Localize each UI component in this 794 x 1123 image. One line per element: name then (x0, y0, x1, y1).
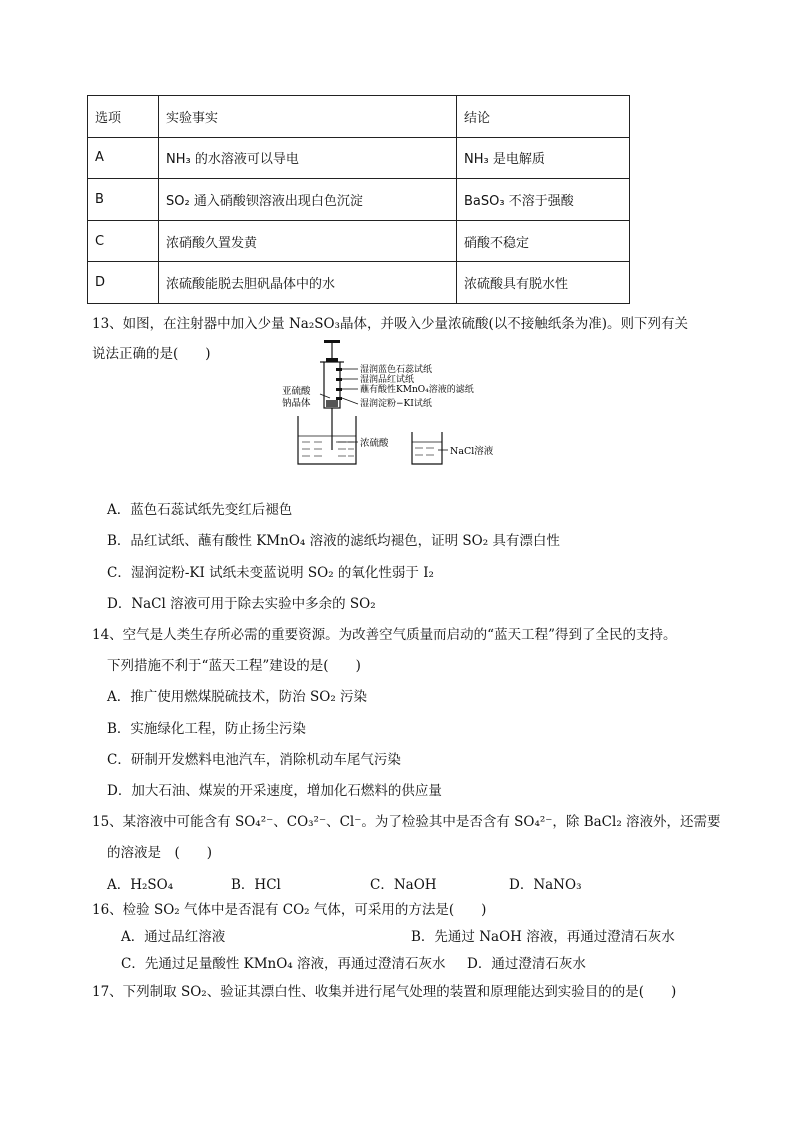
q17-stem: 17、下列制取 SO₂、验证其漂白性、收集并进行尾气处理的装置和原理能达到实验目的的是( ) (92, 984, 677, 1000)
experiment-table (87, 95, 630, 304)
header-fact: 实验事实 (159, 96, 457, 138)
q16-option-b: B．先通过 NaOH 溶液，再通过澄清石灰水 (411, 929, 675, 945)
q13-option-a: A．蓝色石蕊试纸先变红后褪色 (107, 502, 293, 518)
q14-option-a: A．推广使用燃煤脱硫技术，防治 SO₂ 污染 (107, 689, 368, 705)
q16-option-c: C．先通过足量酸性 KMnO₄ 溶液，再通过澄清石灰水 (121, 956, 446, 972)
q15-option-c: C．NaOH (370, 877, 437, 893)
q15-stem-1: 15、某溶液中可能含有 SO₄²⁻、CO₃²⁻、Cl⁻。为了检验其中是否含有 SO₄²⁻，除 BaCl₂ 溶液外，还需要 (92, 814, 721, 830)
row-option: A (88, 137, 159, 179)
q13-option-d: D．NaCl 溶液可用于除去实验中多余的 SO₂ (107, 596, 376, 612)
fig-label-paper-2: 湿润品红试纸 (360, 375, 415, 385)
row-fact: 浓硝酸久置发黄 (159, 220, 457, 262)
row-fact: NH₃ 的水溶液可以导电 (159, 137, 457, 179)
q14-option-c: C．研制开发燃料电池汽车，消除机动车尾气污染 (107, 752, 401, 768)
fig-label-crystal-1: 亚硫酸 (282, 386, 311, 397)
row-option: C (88, 220, 159, 262)
q14-option-d: D．加大石油、煤炭的开采速度，增加化石燃料的供应量 (107, 783, 442, 799)
q16-option-a: A．通过品红溶液 (121, 929, 226, 945)
fig-label-acid: 浓硫酸 (360, 438, 389, 449)
fig-label-paper-4: 湿润淀粉−KI试纸 (360, 399, 432, 409)
row-conclusion: 硝酸不稳定 (457, 220, 630, 262)
q13-stem-2: 说法正确的是( ) (92, 346, 211, 362)
fig-label-crystal-2: 钠晶体 (282, 398, 311, 409)
q15-option-b: B．HCl (231, 877, 281, 893)
q14-option-b: B．实施绿化工程，防止扬尘污染 (107, 721, 306, 737)
q16-option-d: D．通过澄清石灰水 (467, 956, 586, 972)
fig-label-paper-3: 蘸有酸性KMnO₄溶液的滤纸 (360, 385, 474, 395)
row-fact: SO₂ 通入硝酸钡溶液出现白色沉淀 (159, 179, 457, 221)
q15-option-d: D．NaNO₃ (509, 877, 582, 893)
q16-stem: 16、检验 SO₂ 气体中是否混有 CO₂ 气体，可采用的方法是( ) (92, 902, 487, 918)
row-option: D (88, 262, 159, 304)
header-option: 选项 (88, 96, 159, 138)
row-fact: 浓硫酸能脱去胆矾晶体中的水 (159, 262, 457, 304)
q15-option-a: A．H₂SO₄ (107, 877, 174, 893)
header-conclusion: 结论 (457, 96, 630, 138)
table-row (88, 179, 630, 221)
row-option: B (88, 179, 159, 221)
table-row (88, 262, 630, 304)
row-conclusion: 浓硫酸具有脱水性 (457, 262, 630, 304)
table-row (88, 137, 630, 179)
q13-apparatus-figure (280, 338, 520, 472)
table-row (88, 220, 630, 262)
q14-stem-2: 下列措施不利于“蓝天工程”建设的是( ) (107, 658, 361, 674)
q13-option-b: B．品红试纸、蘸有酸性 KMnO₄ 溶液的滤纸均褪色，证明 SO₂ 具有漂白性 (107, 533, 560, 549)
fig-label-nacl: NaCl溶液 (450, 446, 494, 457)
row-conclusion: BaSO₃ 不溶于强酸 (457, 179, 630, 221)
fig-label-paper-1: 湿润蓝色石蕊试纸 (360, 365, 433, 375)
q15-stem-2: 的溶液是 ( ) (107, 845, 213, 861)
q13-option-c: C．湿润淀粉-KI 试纸未变蓝说明 SO₂ 的氧化性弱于 I₂ (107, 565, 434, 581)
q13-stem-1: 13、如图，在注射器中加入少量 Na₂SO₃晶体，并吸入少量浓硫酸(以不接触纸条为准)。则下列有关 (92, 316, 689, 332)
table-header-row (88, 96, 630, 138)
row-conclusion: NH₃ 是电解质 (457, 137, 630, 179)
q14-stem-1: 14、空气是人类生存所必需的重要资源。为改善空气质量而启动的“蓝天工程”得到了全民的支持。 (92, 627, 677, 643)
